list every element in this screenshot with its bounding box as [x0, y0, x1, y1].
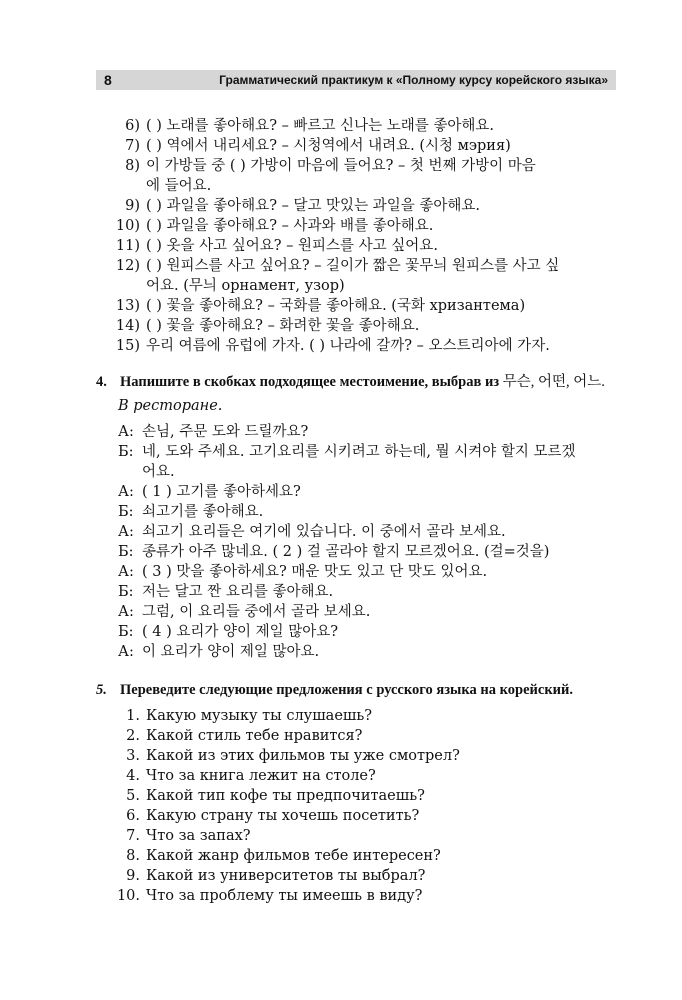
exercise-item-continuation: 어요. (무늬 орнамент, узор): [146, 278, 345, 294]
exercise-item: 7) ( ) 역에서 내리세요? – 시청역에서 내려요. (시청 мэрия): [125, 138, 511, 154]
list-item: 6. Какую страну ты хочешь посетить?: [126, 808, 420, 824]
dialogue-line: А: ( 3 ) 맛을 좋아하세요? 매운 맛도 있고 단 맛도 있어요.: [118, 564, 488, 580]
running-title: Грамматический практикум к «Полному курсу корейского языка»: [219, 73, 608, 87]
exercise-item: 15) 우리 여름에 유럽에 가자. ( ) 나라에 갈까? – 오스트리아에 가자.: [115, 338, 550, 354]
dialogue-line: А: 그럼, 이 요리들 중에서 골라 보세요.: [118, 604, 371, 620]
list-item: 7. Что за запах?: [126, 828, 251, 844]
list-item: 1. Какую музыку ты слушаешь?: [126, 708, 373, 724]
list-item: 8. Какой жанр фильмов тебе интересен?: [126, 848, 441, 864]
running-header: [96, 70, 616, 90]
list-item: 2. Какой стиль тебе нравится?: [126, 728, 363, 744]
dialogue-line: Б: 네, 도와 주세요. 고기요리를 시키려고 하는데, 뭘 시켜야 할지 모르겠: [118, 444, 576, 460]
task-4-title: 4. Напишите в скобках подходящее местоимение, выбрав из 무슨, 어떤, 어느.: [96, 374, 605, 390]
task-4-subtitle: В ресторане.: [118, 398, 223, 414]
exercise-item-continuation: 에 들어요.: [146, 178, 212, 194]
dialogue-line: Б: 종류가 아주 많네요. ( 2 ) 걸 골라야 할지 모르겠어요. (걸=것을): [118, 544, 550, 560]
list-item: 5. Какой тип кофе ты предпочитаешь?: [126, 788, 425, 804]
exercise-item: 13) ( ) 꽃을 좋아해요? – 국화를 좋아해요. (국화 хризантема): [115, 298, 526, 314]
dialogue-line: Б: 쇠고기를 좋아해요.: [118, 504, 264, 520]
exercise-item: 6) ( ) 노래를 좋아해요? – 빠르고 신나는 노래를 좋아해요.: [125, 118, 494, 134]
list-item: 3. Какой из этих фильмов ты уже смотрел?: [126, 748, 460, 764]
task-5-title: 5. Переведите следующие предложения с русского языка на корейский.: [96, 682, 574, 698]
list-item: 9. Какой из университетов ты выбрал?: [126, 868, 426, 884]
dialogue-line: Б: 저는 달고 짠 요리를 좋아해요.: [118, 584, 334, 600]
page-number: 8: [104, 72, 112, 88]
dialogue-line: А: 쇠고기 요리들은 여기에 있습니다. 이 중에서 골라 보세요.: [118, 524, 506, 540]
exercise-item: 14) ( ) 꽃을 좋아해요? – 화려한 꽃을 좋아해요.: [115, 318, 420, 334]
dialogue-line: Б: ( 4 ) 요리가 양이 제일 많아요?: [118, 624, 339, 640]
exercise-item: 10) ( ) 과일을 좋아해요? – 사과와 배를 좋아해요.: [115, 218, 434, 234]
exercise-item: 12) ( ) 원피스를 사고 싶어요? – 길이가 짧은 꽃무늬 원피스를 사고 싶: [115, 258, 560, 274]
exercise-item: 9) ( ) 과일을 좋아해요? – 달고 맛있는 과일을 좋아해요.: [125, 198, 480, 214]
dialogue-line-continuation: 어요.: [142, 464, 175, 480]
exercise-item: 8) 이 가방들 중 ( ) 가방이 마음에 들어요? – 첫 번째 가방이 마음: [125, 158, 536, 174]
exercise-item: 11) ( ) 옷을 사고 싶어요? – 원피스를 사고 싶어요.: [115, 238, 438, 254]
list-item: 10. Что за проблему ты имеешь в виду?: [116, 888, 423, 904]
dialogue-line: А: 손님, 주문 도와 드릴까요?: [118, 424, 309, 440]
list-item: 4. Что за книга лежит на столе?: [126, 768, 376, 784]
dialogue-line: А: ( 1 ) 고기를 좋아하세요?: [118, 484, 301, 500]
dialogue-line: А: 이 요리가 양이 제일 많아요.: [118, 644, 320, 660]
